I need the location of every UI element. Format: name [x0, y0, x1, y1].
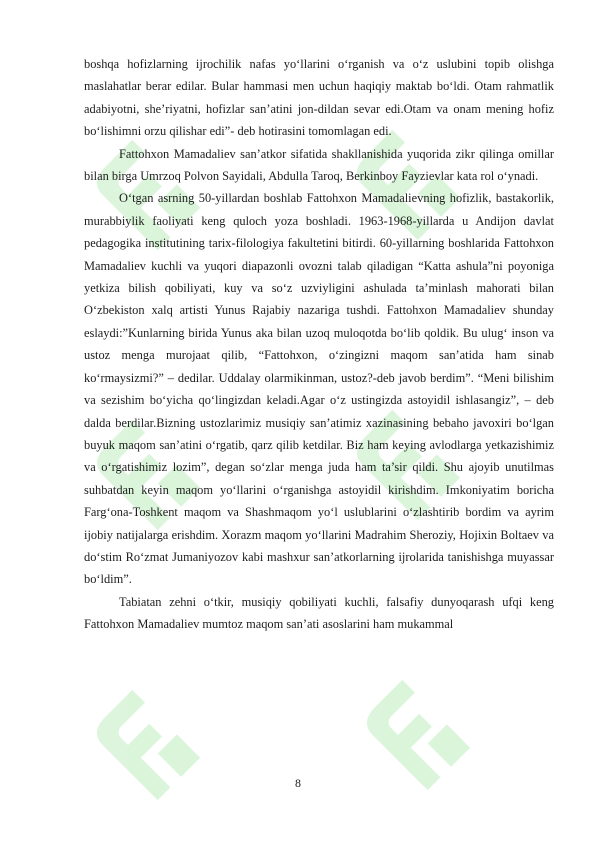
paragraph: O‘tgan asrning 50-yillardan boshlab Fattohxon Mamadalievning hofizlik, bastakorlik, murabbiylik faoliyati keng quloch yoza boshladi. 1963-1968-yillarda u Andijon davlat pedagogika institutining tarix-filologiya fakultetini bitirdi. 60-yillarning boshlarida Fattohxon Mamadaliev kuchli va yuqori diapazonli ovozni talab qiladigan “Katta ashula”ni poyoniga yetkiza bilish qobiliyati, kuy va so‘z uzviyligini ashulada ta’minlash mahorati bilan O‘zbekiston xalq artisti Yunus Rajabiy nazariga tushdi. Fattohxon Mamadaliev shunday eslaydi:”Kunlarning birida Yunus aka bilan uzoq muloqotda bo‘lib qoldik. Bu ulug‘ inson va ustoz menga murojaat qilib, “Fattohxon, o‘zingizni maqom san’atida ham sinab ko‘rmaysizmi?” – dedilar. Uddalay olarmikinman, ustoz?-deb javob berdim”. “Meni bilishim va sezishim bo‘yicha qo‘lingizdan keladi.Agar o‘z ustingizda astoyidil ishlasangiz”, – deb dalda berdilar.Bizning ustozlarimiz musiqiy san’atimiz xazinasining bebaho javoxiri bo‘lgan buyuk maqom san’atini o‘rgatib, qarz qilib ketdilar. Biz ham keying avlodlarga yetkazishimiz va o‘rgatishimiz lozim”, degan so‘zlar menga juda ham ta’sir qildi. Shu ajoyib unutilmas suhbatdan keyin maqom yo‘llarini o‘rganishga astoyidil kirishdim. Imkoniyatim boricha Farg‘ona-Toshkent maqom va Shashmaqom yo‘l uslublarini o‘zlashtirib bordim va ayrim ijobiy natijalarga erishdim. Xorazm maqom yo‘llarini Madrahim Sheroziy, Hojixin Boltaev va do‘stim Ro‘zmat Jumaniyozov kabi mashxur san’atkorlarning ijrolarida tanishishga muyassar bo‘ldim”.: [84, 191, 554, 587]
watermark-logo-icon: [70, 670, 220, 820]
paragraph: Tabiatan zehni o‘tkir, musiqiy qobiliyati kuchli, falsafiy dunyoqarash ufqi keng Fattohxon Mamadaliev mumtoz maqom san’ati asoslarini ham mukammal: [84, 594, 554, 632]
body-text: [84, 53, 554, 636]
paragraph: Fattohxon Mamadaliev san’atkor sifatida shakllanishida yuqorida zikr qilinga omillar bilan birga Umrzoq Polvon Sayidali, Abdulla Taroq, Berkinboy Fayzievlar kata rol o‘ynadi.: [84, 146, 554, 184]
paragraph: boshqa hofizlarning ijrochilik nafas yo‘llarini o‘rganish va o‘z uslubini topib olishga maslahatlar berar edilar. Bular hammasi men uchun haqiqiy maktab bo‘ldi. Otam rahmatlik adabiyotni, she’riyatni, hofizlar san’atini jon-dildan sevar edi.Otam va onam mening hofiz bo‘lishimni orzu qilishar edi”- deb hotirasini tomomlagan edi.: [84, 57, 554, 139]
page-number: 8: [295, 776, 301, 790]
